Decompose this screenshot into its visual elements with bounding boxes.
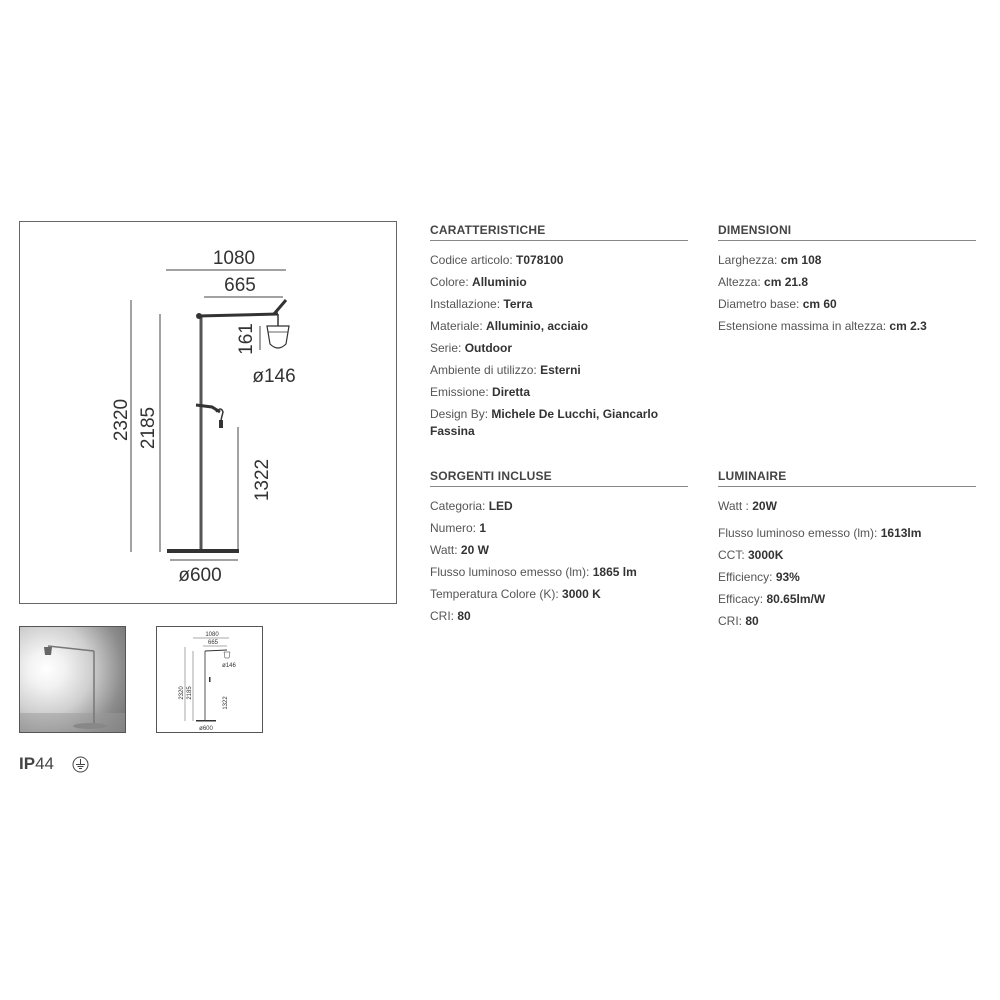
ip-rating-badge: [19, 754, 54, 774]
dim-head-height: 161: [236, 323, 257, 355]
spec-row: Flusso luminoso emesso (lm): 1865 lm: [430, 565, 637, 579]
spec-row: Estensione massima in altezza: cm 2.3: [718, 319, 927, 333]
section-title: DIMENSIONI: [718, 223, 976, 241]
ip-value: 44: [35, 754, 54, 773]
dim-switch-height: 1322: [252, 458, 273, 502]
spec-row: Categoria: LED: [430, 499, 513, 513]
spec-row: Colore: Alluminio: [430, 275, 527, 289]
thumbnail-drawing[interactable]: [156, 626, 263, 733]
lamp-base: [167, 549, 239, 553]
switch-body: [219, 420, 223, 428]
spec-row: Efficiency: 93%: [718, 570, 800, 584]
spec-row: Design By: Michele De Lucchi, Giancarlo Fassina: [430, 407, 659, 438]
svg-text:665: 665: [207, 640, 219, 646]
lamp-photo-illustration: [20, 627, 125, 732]
lamp-head: [267, 326, 289, 348]
dim-pole-height: 2185: [138, 406, 159, 450]
spec-row: Ambiente di utilizzo: Esterni: [430, 363, 581, 377]
arm-joint: [196, 313, 202, 319]
dim-base-diameter: ø600: [178, 565, 222, 586]
spec-row: Larghezza: cm 108: [718, 253, 822, 267]
spec-row: Codice articolo: T078100: [430, 253, 564, 267]
spec-row: CCT: 3000K: [718, 548, 784, 562]
spec-row: Flusso luminoso emesso (lm): 1613lm: [718, 526, 922, 540]
ip-prefix: IP: [19, 754, 36, 773]
ground-symbol-icon: [72, 756, 89, 773]
spec-row: Temperatura Colore (K): 3000 K: [430, 587, 601, 601]
section-sorgenti-incluse: [430, 469, 688, 630]
svg-text:1080: 1080: [205, 632, 219, 638]
spec-row: Numero: 1: [430, 521, 487, 535]
spec-row: Diametro base: cm 60: [718, 297, 837, 311]
spec-row: Efficacy: 80.65lm/W: [718, 592, 826, 606]
section-title: CARATTERISTICHE: [430, 223, 688, 241]
section-luminaire: [718, 469, 976, 635]
lamp-dimension-drawing: [20, 222, 396, 603]
section-title: SORGENTI INCLUSE: [430, 469, 688, 487]
main-technical-drawing: [19, 221, 397, 604]
thumbnail-photo[interactable]: [19, 626, 126, 733]
section-title: LUMINAIRE: [718, 469, 976, 487]
svg-text:2320: 2320: [179, 686, 185, 700]
spec-row: Materiale: Alluminio, acciaio: [430, 319, 589, 333]
spec-row: CRI: 80: [430, 609, 471, 623]
lamp-drawing-mini: [157, 627, 262, 732]
svg-text:2185: 2185: [187, 686, 193, 700]
spec-row: Altezza: cm 21.8: [718, 275, 809, 289]
spec-row: Watt : 20W: [718, 499, 777, 513]
dim-width-arm: 665: [224, 275, 256, 296]
spec-row: Watt: 20 W: [430, 543, 489, 557]
lamp-arm: [198, 314, 278, 316]
spec-row: Installazione: Terra: [430, 297, 533, 311]
dim-width-total: 1080: [212, 248, 256, 269]
svg-text:ø600: ø600: [199, 726, 213, 732]
section-dimensioni: [718, 223, 976, 340]
section-caratteristiche: [430, 223, 688, 445]
svg-text:ø146: ø146: [222, 663, 236, 669]
svg-text:1322: 1322: [223, 696, 229, 710]
dim-head-diameter: ø146: [252, 366, 296, 387]
spec-row: Emissione: Diretta: [430, 385, 531, 399]
lamp-arm-tip: [274, 300, 286, 314]
dim-total-height: 2320: [111, 398, 132, 442]
spec-row: CRI: 80: [718, 614, 759, 628]
spec-row: Serie: Outdoor: [430, 341, 513, 355]
